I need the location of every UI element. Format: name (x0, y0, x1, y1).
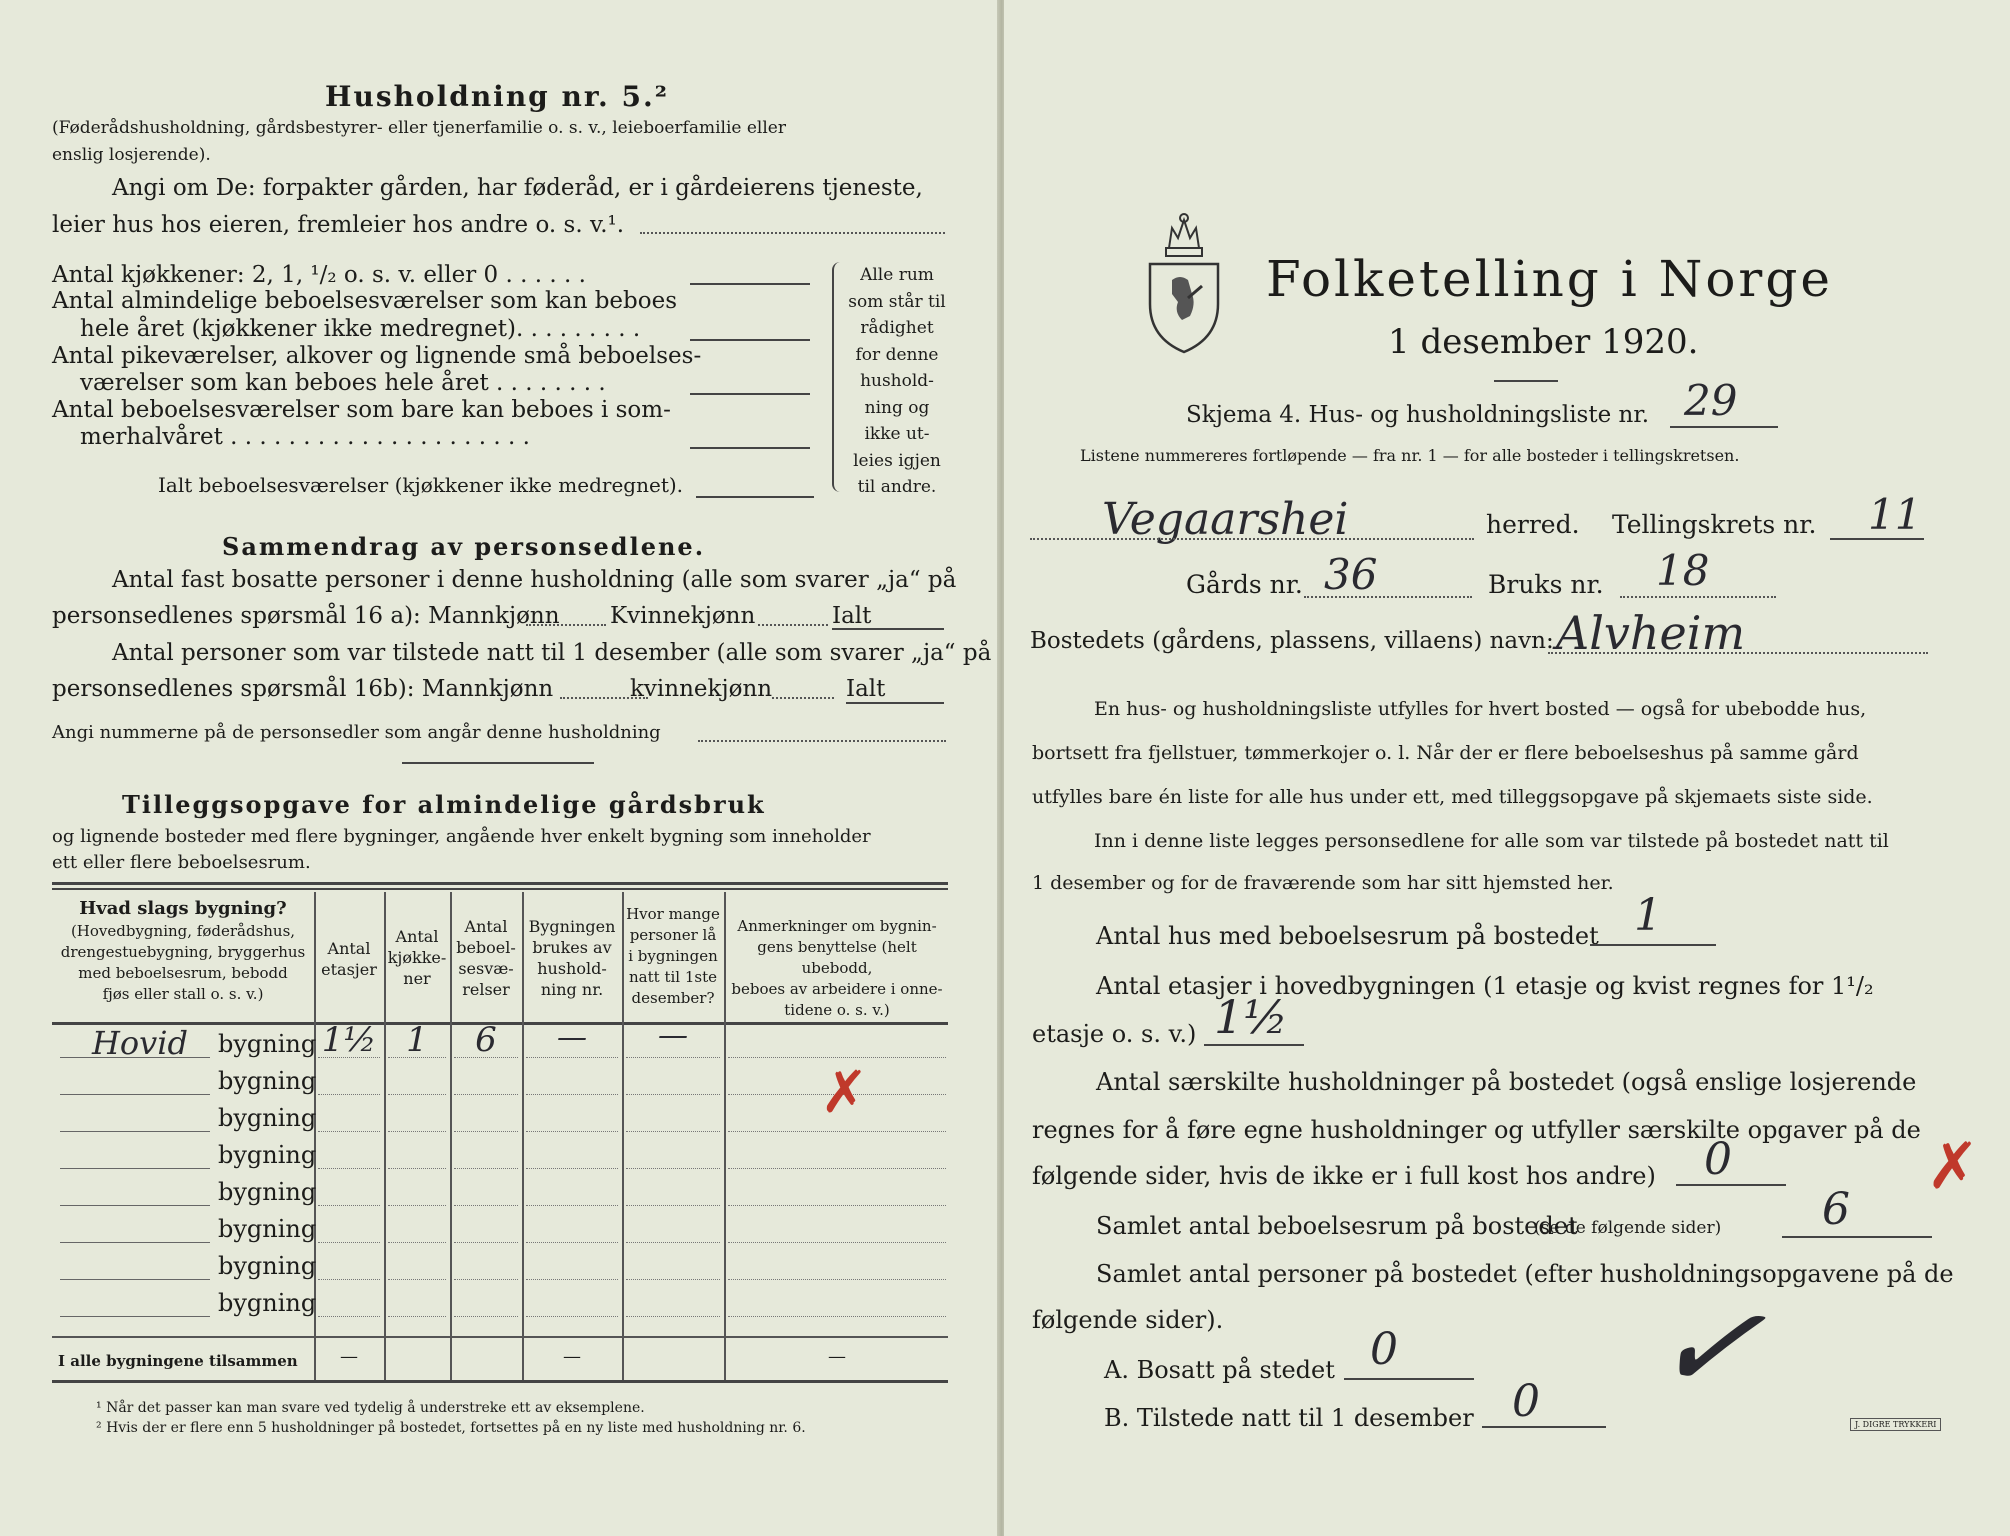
bruks-line (1620, 596, 1776, 598)
printer-stamp: J. DIGRE TRYKKERI (1850, 1418, 1941, 1431)
section-divider (402, 762, 594, 764)
schema-number-line (1670, 426, 1778, 428)
krets-value[interactable]: 11 (1868, 490, 1922, 539)
rooms-label: Samlet antal beboelsesrum på bostedet (1096, 1212, 1578, 1240)
coat-of-arms-icon (1144, 208, 1224, 356)
summary-heading: Sammendrag av personsedlene. (222, 532, 706, 561)
rooms-kitchens: Antal kjøkkener: 2, 1, ¹/₂ o. s. v. eller 0 . . . . . . (52, 262, 586, 288)
col-header-remarks-line: beboes av arbeidere i onne- (731, 980, 943, 998)
rooms-note: (se de følgende sider) (1534, 1218, 1722, 1238)
row-cell-field[interactable] (454, 1131, 518, 1132)
col-header-type-desc: med beboelsesrum, bebodd (78, 964, 288, 982)
instruction-5: 1 desember og for de fraværende som har sitt hjemsted her. (1032, 872, 1614, 894)
row-building-word: bygning (218, 1252, 317, 1280)
rooms-total: Ialt beboelsesværelser (kjøkkener ikke medregnet). (158, 473, 684, 497)
row-cell-field[interactable] (388, 1279, 446, 1280)
col-header-type (54, 898, 312, 1005)
tilstede-label: B. Tilstede natt til 1 desember (1104, 1404, 1474, 1432)
col-header-kitchens-line: kjøkke- (387, 948, 447, 967)
rooms-summer-1: Antal beboelsesværelser som bare kan beboes i som- (52, 397, 671, 423)
gards-line (1304, 596, 1472, 598)
red-cross-mark: ✗ (1926, 1130, 1980, 1204)
row-cell-field[interactable] (626, 1057, 720, 1058)
summary-present-2c: Ialt (846, 676, 886, 702)
row-cell-field[interactable] (526, 1131, 618, 1132)
row1-rooms-value[interactable]: 6 (475, 1020, 497, 1060)
row1-persons-value[interactable]: — (658, 1018, 688, 1053)
col-header-floors-line: Antal (327, 939, 371, 958)
row-cell-field[interactable] (388, 1316, 446, 1317)
row-cell-field[interactable] (526, 1168, 618, 1169)
col-header-used-line: hushold- (537, 959, 607, 978)
households-value-line (1676, 1184, 1786, 1186)
total-floors-dash: — (340, 1346, 358, 1367)
rooms-note-line: hushold- (860, 371, 934, 391)
row-type-field[interactable] (60, 1168, 210, 1169)
row-cell-field[interactable] (626, 1205, 720, 1206)
row-cell-field[interactable] (318, 1279, 380, 1280)
rooms-note-line: leies igjen (853, 450, 941, 471)
col-header-type-desc: (Hovedbygning, føderådshus, (70, 922, 296, 940)
row-cell-field[interactable] (626, 1094, 720, 1095)
col-header-floors-line: etasjer (321, 960, 377, 979)
gards-label: Gårds nr. (1186, 570, 1303, 599)
row-building-word: bygning (218, 1067, 317, 1095)
ask-line-2: leier hus hos eieren, fremleier hos andre o. s. v.¹. (52, 212, 625, 238)
row1-type-value[interactable]: Hovid (92, 1024, 188, 1062)
present-total-field[interactable] (846, 702, 944, 704)
fixed-total-field[interactable] (832, 628, 944, 630)
row-cell-field[interactable] (728, 1168, 946, 1169)
numbers-field[interactable] (698, 740, 946, 742)
floors-value-line (1204, 1044, 1304, 1046)
rooms-note-line: for denne (855, 344, 939, 365)
row-cell-field[interactable] (728, 1205, 946, 1206)
farm-sub-1: og lignende bosteder med flere bygninger, angående hver enkelt bygning som inneholder (52, 826, 871, 847)
ask-answer-line[interactable] (640, 232, 945, 234)
row-cell-field[interactable] (728, 1316, 946, 1317)
row-cell-field[interactable] (388, 1094, 446, 1095)
row-cell-field[interactable] (454, 1279, 518, 1280)
household-subtitle-2: enslig losjerende). (52, 145, 211, 165)
rooms-note-line: som står til (848, 291, 946, 312)
bosatt-value[interactable]: 0 (1370, 1324, 1398, 1375)
rooms-note-line: ning og (864, 397, 930, 418)
household-title: Husholdning nr. 5.² (325, 80, 670, 113)
rooms-note (842, 262, 952, 501)
col-header-rooms-line: beboel- (456, 938, 516, 957)
row-cell-field[interactable] (388, 1205, 446, 1206)
herred-value[interactable]: Vegaarshei (1102, 494, 1349, 545)
fixed-male-field[interactable] (526, 624, 606, 626)
persons-line-1: Samlet antal personer på bostedet (efter husholdningsopgavene på de (1096, 1260, 1954, 1288)
gards-value[interactable]: 36 (1324, 550, 1378, 599)
footnote-2: ² Hvis der er flere enn 5 husholdninger på bostedet, fortsettes på en ny liste med husholdning nr. 6. (96, 1420, 806, 1436)
row-type-field[interactable] (60, 1205, 210, 1206)
summary-fixed-2b: Kvinnekjønn (610, 603, 756, 629)
bosatt-label: A. Bosatt på stedet (1104, 1356, 1335, 1384)
row-cell-field[interactable] (728, 1131, 946, 1132)
col-header-rooms-line: relser (462, 980, 510, 999)
row-cell-field[interactable] (626, 1316, 720, 1317)
row-cell-field[interactable] (318, 1168, 380, 1169)
houses-value[interactable]: 1 (1634, 890, 1662, 941)
farm-heading: Tilleggsopgave for almindelige gårdsbruk (122, 790, 766, 819)
row-type-field[interactable] (60, 1242, 210, 1243)
col-header-rooms-line: Antal (464, 917, 508, 936)
table-top-rule (52, 882, 948, 885)
summary-fixed-1: Antal fast bosatte personer i denne husholdning (alle som svarer „ja“ på (112, 567, 957, 593)
table-top-rule-2 (52, 888, 948, 890)
rooms-ordinary-1: Antal almindelige beboelsesværelser som kan beboes (52, 288, 678, 314)
row1-floors-value[interactable]: 1½ (321, 1020, 377, 1060)
households-value[interactable]: 0 (1704, 1134, 1732, 1185)
row-cell-field[interactable] (626, 1279, 720, 1280)
rooms-summer-2: merhalvåret . . . . . . . . . . . . . . . . . . . . . (80, 424, 530, 450)
row-building-word: bygning (218, 1141, 317, 1169)
maid-answer-line[interactable] (690, 393, 810, 395)
households-line-1: Antal særskilte husholdninger på bostedet (også enslige losjerende (1096, 1068, 1917, 1096)
col-header-used-line: ning nr. (540, 980, 604, 999)
ordinary-answer-line[interactable] (690, 339, 810, 341)
rooms-value[interactable]: 6 (1822, 1184, 1850, 1235)
row-type-field[interactable] (60, 1316, 210, 1317)
houses-line (1590, 944, 1716, 946)
col-header-type-desc: fjøs eller stall o. s. v.) (102, 985, 264, 1003)
row-cell-field[interactable] (626, 1168, 720, 1169)
rooms-maid-2: værelser som kan beboes hele året . . . . . . . . (80, 370, 606, 396)
summer-answer-line[interactable] (690, 447, 810, 449)
col-header-remarks (726, 916, 948, 1021)
households-line-2: regnes for å føre egne husholdninger og utfyller særskilte opgaver på de (1032, 1116, 1921, 1144)
floors-value[interactable]: 1½ (1214, 990, 1288, 1044)
row-cell-field[interactable] (454, 1316, 518, 1317)
row-cell-field[interactable] (728, 1242, 946, 1243)
row-building-word: bygning (218, 1215, 317, 1243)
bruks-label: Bruks nr. (1488, 570, 1604, 599)
right-page (1004, 0, 2010, 1536)
row-cell-field[interactable] (526, 1242, 618, 1243)
col-header-kitchens-line: Antal (395, 927, 439, 946)
schema-label: Skjema 4. Hus- og husholdningsliste nr. (1186, 402, 1650, 428)
col-header-persons-line: i bygningen (628, 947, 718, 965)
herred-label: herred. (1486, 510, 1580, 539)
total-used-dash: — (563, 1346, 581, 1367)
row-cell-field[interactable] (454, 1168, 518, 1169)
row-cell-field[interactable] (318, 1242, 380, 1243)
row-building-word: bygning (218, 1104, 317, 1132)
summary-present-1: Antal personer som var tilstede natt til 1 desember (alle som svarer „ja“ på (112, 640, 992, 666)
red-cross-mark: ✗ (820, 1058, 869, 1126)
table-bottom-rule (52, 1380, 948, 1383)
row1-kitchens-value[interactable]: 1 (406, 1020, 428, 1060)
col-header-type-desc: drengestuebygning, bryggerhus (60, 943, 306, 961)
bosted-value[interactable]: Alvheim (1556, 606, 1746, 660)
col-header-used-line: Bygningen (528, 917, 616, 936)
rooms-note-line: rådighet (860, 318, 934, 338)
census-title: Folketelling i Norge (1266, 250, 1833, 308)
row-building-word: bygning (218, 1289, 317, 1317)
households-line-3: følgende sider, hvis de ikke er i full kost hos andre) (1032, 1162, 1656, 1190)
row-cell-field[interactable] (318, 1316, 380, 1317)
col-header-used (524, 916, 620, 1000)
row-building-word: bygning (218, 1178, 317, 1206)
farm-sub-2: ett eller flere beboelsesrum. (52, 852, 311, 873)
schema-number-value[interactable]: 29 (1684, 376, 1738, 425)
row-cell-field[interactable] (388, 1131, 446, 1132)
household-subtitle-1: (Føderådshusholdning, gårdsbestyrer- eller tjenerfamilie o. s. v., leieboerfamilie eller (52, 118, 786, 138)
floors-line-2: etasje o. s. v.) (1032, 1020, 1197, 1048)
col-header-type-title: Hvad slags bygning? (79, 898, 287, 919)
bruks-value[interactable]: 18 (1656, 546, 1710, 595)
check-mark: ✓ (1643, 1263, 1773, 1429)
left-page (0, 0, 1000, 1536)
row-cell-field[interactable] (318, 1205, 380, 1206)
summary-fixed-2c: Ialt (832, 603, 872, 629)
bosatt-line (1344, 1378, 1474, 1380)
houses-label: Antal hus med beboelsesrum på bostedet (1096, 922, 1599, 950)
table-total-label: I alle bygningene tilsammen (58, 1352, 298, 1370)
fixed-female-field[interactable] (758, 624, 828, 626)
col-header-kitchens-line: ner (403, 969, 431, 988)
total-answer-line[interactable] (696, 496, 814, 498)
rooms-note-line: ikke ut- (864, 424, 930, 444)
row-cell-field[interactable] (728, 1279, 946, 1280)
row-type-field[interactable] (60, 1094, 210, 1095)
ask-line-1: Angi om De: forpakter gården, har føderåd, er i gårdeierens tjeneste, (112, 175, 923, 201)
total-remarks-dash: — (828, 1346, 846, 1367)
row-cell-field[interactable] (526, 1094, 618, 1095)
instruction-3: utfylles bare én liste for alle hus under ett, med tilleggsopgave på skjemaets siste side. (1032, 786, 1873, 808)
row-cell-field[interactable] (454, 1242, 518, 1243)
instruction-1: En hus- og husholdningsliste utfylles for hvert bosted — også for ubebodde hus, (1094, 698, 1867, 720)
summary-fixed-2a: personsedlenes spørsmål 16 a): Mannkjønn (52, 603, 560, 629)
row-cell-field[interactable] (626, 1131, 720, 1132)
col-header-used-line: brukes av (532, 938, 612, 957)
col-header-remarks-line: tidene o. s. v.) (784, 1001, 890, 1019)
row-cell-field[interactable] (318, 1094, 380, 1095)
row-cell-field[interactable] (626, 1242, 720, 1243)
bosted-line (1548, 652, 1928, 654)
instruction-2: bortsett fra fjellstuer, tømmerkojer o. l. Når der er flere beboelseshus på samme gård (1032, 742, 1859, 764)
rooms-value-line (1782, 1236, 1932, 1238)
row-cell-field[interactable] (526, 1279, 618, 1280)
col-header-remarks-line: Anmerkninger om bygnin- (737, 917, 937, 935)
col-header-persons (624, 904, 722, 1009)
row-cell-field[interactable] (454, 1205, 518, 1206)
col-header-rooms-line: sesvæ- (458, 959, 514, 978)
census-date: 1 desember 1920. (1388, 322, 1699, 362)
row-cell-field[interactable] (318, 1131, 380, 1132)
row-cell-field[interactable] (526, 1205, 618, 1206)
row-type-field[interactable] (60, 1279, 210, 1280)
summary-present-2a: personsedlenes spørsmål 16b): Mannkjønn (52, 676, 554, 702)
krets-label: Tellingskrets nr. (1612, 510, 1817, 539)
instruction-4: Inn i denne liste legges personsedlene for alle som var tilstede på bostedet natt til (1094, 830, 1889, 852)
row-cell-field[interactable] (388, 1242, 446, 1243)
col-header-floors (316, 938, 382, 980)
title-rule (1494, 380, 1558, 382)
summary-numbers: Angi nummerne på de personsedler som angår denne husholdning (52, 722, 661, 743)
summary-present-2b: kvinnekjønn (630, 676, 773, 702)
row-type-field[interactable] (60, 1131, 210, 1132)
rooms-note-line: Alle rum (860, 265, 934, 285)
row-building-word: bygning (218, 1030, 317, 1058)
krets-line (1830, 538, 1924, 540)
row1-used-value[interactable]: — (557, 1020, 587, 1055)
floors-line-1: Antal etasjer i hovedbygningen (1 etasje og kvist regnes for 1¹/₂ (1096, 972, 1874, 1000)
table-total-rule (52, 1336, 948, 1338)
col-header-persons-line: desember? (631, 989, 715, 1007)
rooms-maid-1: Antal pikeværelser, alkover og lignende små beboelses- (52, 343, 702, 369)
kitchens-answer-line[interactable] (690, 283, 810, 285)
row-cell-field[interactable] (454, 1094, 518, 1095)
herred-line (1030, 538, 1474, 540)
persons-line-2: følgende sider). (1032, 1306, 1224, 1334)
col-header-persons-line: Hvor mange (626, 905, 720, 923)
rooms-ordinary-2: hele året (kjøkkener ikke medregnet). . . . . . . . . (80, 316, 641, 342)
rooms-note-line: til andre. (857, 477, 937, 497)
col-header-kitchens (386, 926, 448, 989)
numbering-note: Listene nummereres fortløpende — fra nr. 1 — for alle bosteder i tellingskretsen. (1080, 446, 1740, 465)
col-header-remarks-line: gens benyttelse (helt ubebodd, (757, 938, 917, 977)
present-female-field[interactable] (772, 697, 834, 699)
col-header-rooms (452, 916, 520, 1000)
row-cell-field[interactable] (526, 1057, 618, 1058)
tilstede-line (1482, 1426, 1606, 1428)
row-cell-field[interactable] (388, 1168, 446, 1169)
col-header-persons-line: natt til 1ste (629, 968, 717, 986)
bosted-label: Bostedets (gårdens, plassens, villaens) navn: (1030, 628, 1554, 654)
footnote-1: ¹ Når det passer kan man svare ved tydelig å understreke ett av eksemplene. (96, 1400, 645, 1416)
tilstede-value[interactable]: 0 (1512, 1376, 1540, 1427)
col-header-persons-line: personer lå (629, 926, 717, 944)
row-cell-field[interactable] (526, 1316, 618, 1317)
